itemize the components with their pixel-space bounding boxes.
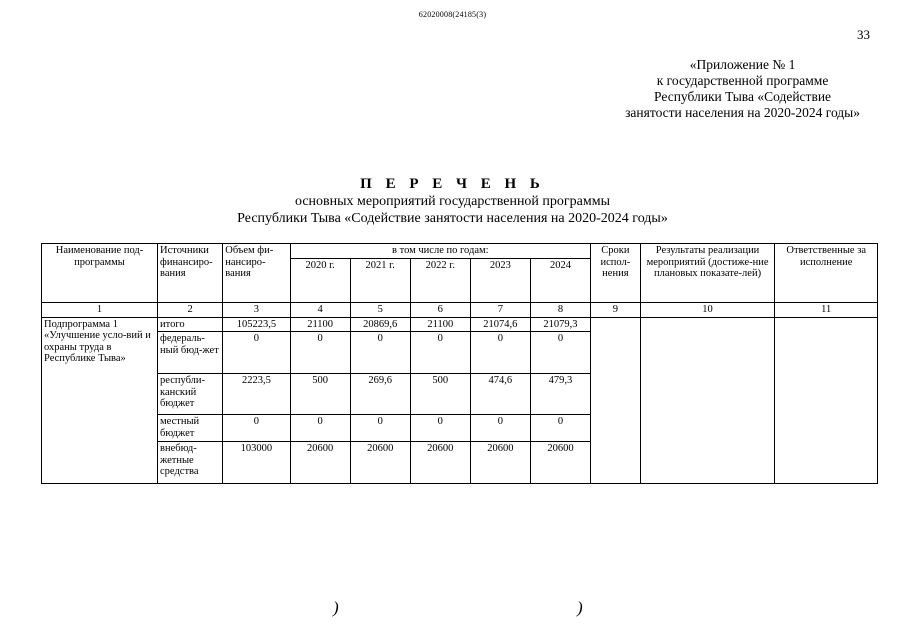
header-results: Результаты реализации мероприятий (достиже-ние плановых показате-лей): [640, 244, 775, 303]
year-value-cell: 500: [290, 374, 350, 415]
source-cell: федераль-ный бюд-жет: [158, 332, 223, 374]
column-number: 2: [158, 302, 223, 317]
year-value-cell: 21100: [410, 317, 470, 332]
document-id: 62020008(24185(3): [418, 10, 487, 19]
column-number: 5: [350, 302, 410, 317]
appendix-line: «Приложение № 1: [689, 57, 796, 72]
year-value-cell: 20869,6: [350, 317, 410, 332]
year-value-cell: 269,6: [350, 374, 410, 415]
year-value-cell: 20600: [530, 442, 590, 484]
document-title: П Е Р Е Ч Е Н Ь: [360, 176, 545, 192]
column-number: 7: [470, 302, 530, 317]
volume-cell: 105223,5: [223, 317, 290, 332]
year-value-cell: 20600: [290, 442, 350, 484]
year-value-cell: 479,3: [530, 374, 590, 415]
year-value-cell: 0: [350, 332, 410, 374]
year-value-cell: 0: [470, 415, 530, 442]
column-number: 11: [775, 302, 878, 317]
year-value-cell: 0: [530, 415, 590, 442]
source-cell: местный бюджет: [158, 415, 223, 442]
header-year: 2023: [470, 258, 530, 302]
year-value-cell: 20600: [470, 442, 530, 484]
volume-cell: 2223,5: [223, 374, 290, 415]
header-name: Наименование под-программы: [42, 244, 158, 303]
volume-cell: 0: [223, 415, 290, 442]
header-year: 2021 г.: [350, 258, 410, 302]
year-value-cell: 21100: [290, 317, 350, 332]
column-number: 8: [530, 302, 590, 317]
header-row: [42, 244, 878, 259]
year-value-cell: 0: [530, 332, 590, 374]
year-value-cell: 500: [410, 374, 470, 415]
document-subtitle: Республики Тыва «Содействие занятости населения на 2020-2024 годы»: [237, 211, 668, 226]
volume-cell: 0: [223, 332, 290, 374]
header-volume: Объем фи-нансиро-вания: [223, 244, 290, 303]
column-number: 4: [290, 302, 350, 317]
year-value-cell: 20600: [350, 442, 410, 484]
results-cell: [640, 317, 775, 484]
year-value-cell: 0: [470, 332, 530, 374]
year-value-cell: 0: [410, 332, 470, 374]
column-number: 1: [42, 302, 158, 317]
scan-mark: ): [333, 598, 339, 617]
scan-mark: ): [577, 598, 583, 617]
year-value-cell: 21074,6: [470, 317, 530, 332]
year-value-cell: 20600: [410, 442, 470, 484]
responsible-cell: [775, 317, 878, 484]
column-number: 9: [591, 302, 641, 317]
appendix-line: Республики Тыва «Содействие: [654, 89, 832, 104]
header-year: 2020 г.: [290, 258, 350, 302]
measures-table: [41, 243, 878, 484]
volume-cell: 103000: [223, 442, 290, 484]
source-cell: республи-канский бюджет: [158, 374, 223, 415]
header-responsible: Ответственные за исполнение: [775, 244, 878, 303]
column-number-row: [42, 302, 878, 317]
year-value-cell: 0: [290, 332, 350, 374]
year-value-cell: 474,6: [470, 374, 530, 415]
table-row: [42, 317, 878, 332]
column-number: 3: [223, 302, 290, 317]
terms-cell: [591, 317, 641, 484]
source-cell: внебюд-жетные средства: [158, 442, 223, 484]
header-sources: Источники финансиро-вания: [158, 244, 223, 303]
header-terms: Сроки испол-нения: [591, 244, 641, 303]
appendix-line: занятости населения на 2020-2024 годы»: [625, 105, 860, 120]
header-year: 2022 г.: [410, 258, 470, 302]
document-heading: [0, 175, 905, 227]
appendix-line: к государственной программе: [656, 73, 829, 88]
column-number: 10: [640, 302, 775, 317]
document-subtitle: основных мероприятий государственной программы: [294, 194, 610, 209]
year-value-cell: 21079,3: [530, 317, 590, 332]
page-number: 33: [857, 27, 870, 42]
year-value-cell: 0: [410, 415, 470, 442]
year-value-cell: 0: [350, 415, 410, 442]
appendix-block: [625, 57, 860, 121]
column-number: 6: [410, 302, 470, 317]
header-year: 2024: [530, 258, 590, 302]
year-value-cell: 0: [290, 415, 350, 442]
source-cell: итого: [158, 317, 223, 332]
header-by-years: в том числе по годам:: [290, 244, 590, 259]
subprogram-name: Подпрограмма 1 «Улучшение усло-вий и охраны труда в Республике Тыва»: [42, 317, 158, 484]
